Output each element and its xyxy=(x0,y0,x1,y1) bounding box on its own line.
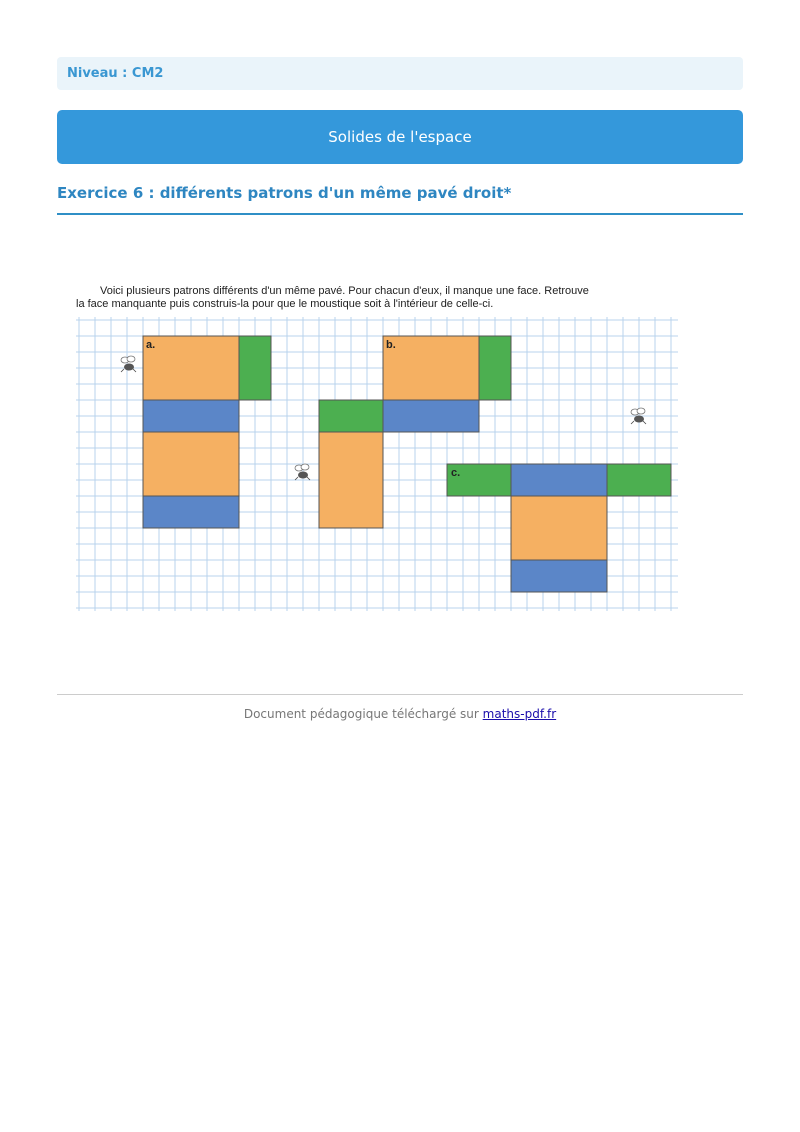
face-blue xyxy=(143,496,239,528)
title-banner xyxy=(57,110,743,164)
face-orange xyxy=(383,336,479,400)
face-green xyxy=(239,336,271,400)
pattern-label-a: a. xyxy=(146,339,156,351)
face-orange xyxy=(511,496,607,560)
face-orange xyxy=(319,432,383,528)
level-bar xyxy=(57,57,743,90)
face-green xyxy=(479,336,511,400)
exercise-title-text: Exercice 6 : différents patrons d'un même pavé droit* xyxy=(57,184,512,202)
instruction-line-2: la face manquante puis construis-la pour que le moustique soit à l'intérieur de celle-ci. xyxy=(76,298,494,310)
footer-link[interactable]: maths-pdf.fr xyxy=(482,707,557,721)
exercise-title xyxy=(57,184,743,215)
pattern-label-c: c. xyxy=(451,467,461,479)
face-green xyxy=(607,464,671,496)
pattern-label-b: b. xyxy=(386,339,396,351)
banner-title: Solides de l'espace xyxy=(328,128,472,146)
footer xyxy=(57,694,743,721)
face-blue xyxy=(511,560,607,592)
exercise-figure xyxy=(76,285,678,613)
instruction-text xyxy=(76,285,678,311)
instruction-line-1: Voici plusieurs patrons différents d'un même pavé. Pour chacun d'eux, il manque une face. Retrouve xyxy=(100,285,589,297)
grid-figure xyxy=(76,317,678,611)
face-orange xyxy=(143,432,239,496)
level-label: Niveau : CM2 xyxy=(67,66,164,81)
face-blue xyxy=(383,400,479,432)
face-orange xyxy=(143,336,239,400)
face-green xyxy=(319,400,383,432)
face-blue xyxy=(511,464,607,496)
footer-text: Document pédagogique téléchargé sur xyxy=(243,707,479,721)
face-blue xyxy=(143,400,239,432)
